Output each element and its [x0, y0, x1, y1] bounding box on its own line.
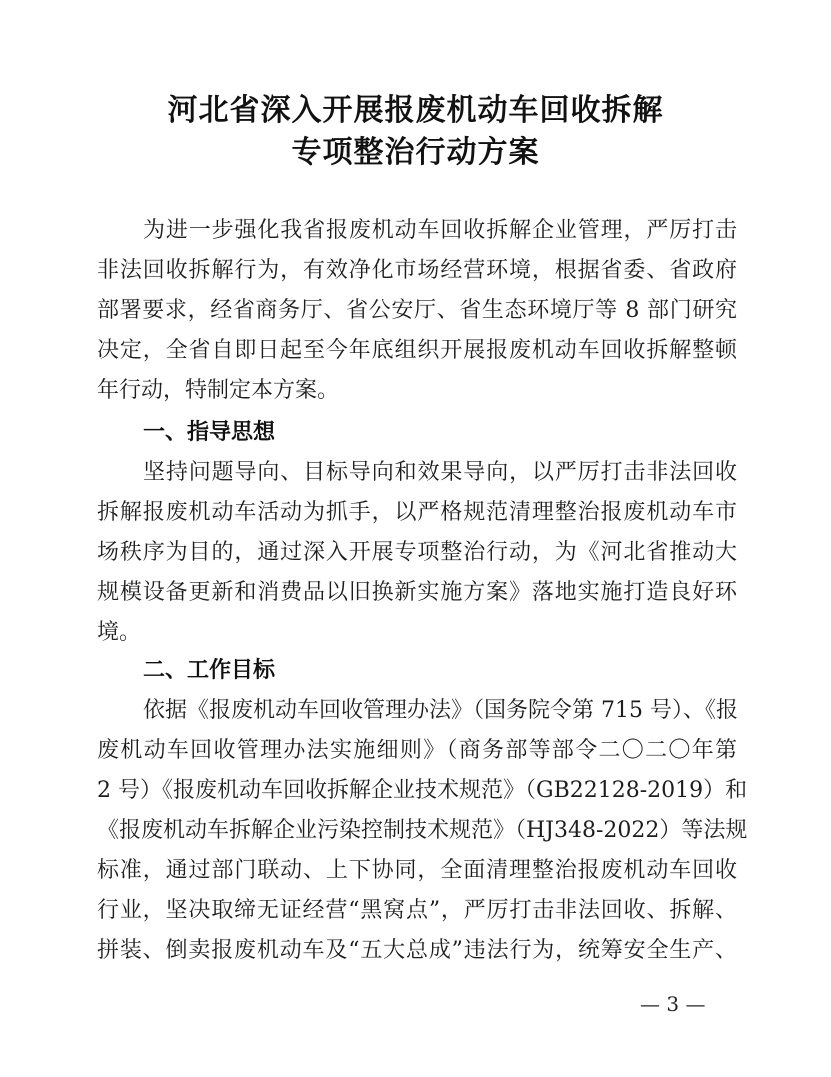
section-1-line: 坚持问题导向、目标导向和效果导向，以严厉打击非法回收	[143, 460, 737, 485]
page-number: — 3 —	[640, 992, 706, 1016]
section-2-heading: 二、工作目标	[143, 658, 276, 683]
section-2-line: 2 号）《报废机动车回收拆解企业技术规范》（GB22128-2019）和	[97, 778, 748, 803]
intro-line: 年行动，特制定本方案。	[97, 378, 340, 403]
intro-line: 为进一步强化我省报废机动车回收拆解企业管理，严厉打击	[143, 218, 737, 243]
section-1-line: 境。	[97, 620, 142, 645]
intro-line: 部署要求，经省商务厅、省公安厅、省生态环境厅等 8 部门研究	[97, 298, 737, 323]
section-1-line: 场秩序为目的，通过深入开展专项整治行动，为《河北省推动大	[97, 540, 737, 565]
title-line-2: 专项整治行动方案	[291, 135, 540, 170]
title-line-1: 河北省深入开展报废机动车回收拆解	[167, 93, 664, 128]
section-1-line: 规模设备更新和消费品以旧换新实施方案》落地实施打造良好环	[97, 580, 737, 605]
section-1-line: 拆解报废机动车活动为抓手，以严格规范清理整治报废机动车市	[97, 500, 737, 525]
intro-line: 非法回收拆解行为，有效净化市场经营环境，根据省委、省政府	[97, 258, 737, 283]
section-2-line: 废机动车回收管理办法实施细则》（商务部等部令二〇二〇年第	[97, 738, 737, 763]
section-2-line: 《报废机动车拆解企业污染控制技术规范》（HJ348-2022）等法规	[97, 818, 748, 843]
section-2-line: 依据《报废机动车回收管理办法》（国务院令第 715 号）、《报	[143, 698, 738, 723]
section-2-line: 行业，坚决取缔无证经营“黑窝点”，严厉打击非法回收、拆解、	[97, 898, 737, 923]
section-2-line: 拼装、倒卖报废机动车及“五大总成”违法行为，统筹安全生产、	[97, 938, 737, 963]
section-2-line: 标准，通过部门联动、上下协同，全面清理整治报废机动车回收	[97, 858, 737, 883]
section-1-heading: 一、指导思想	[143, 420, 276, 445]
intro-line: 决定，全省自即日起至今年底组织开展报废机动车回收拆解整顿	[97, 338, 737, 363]
